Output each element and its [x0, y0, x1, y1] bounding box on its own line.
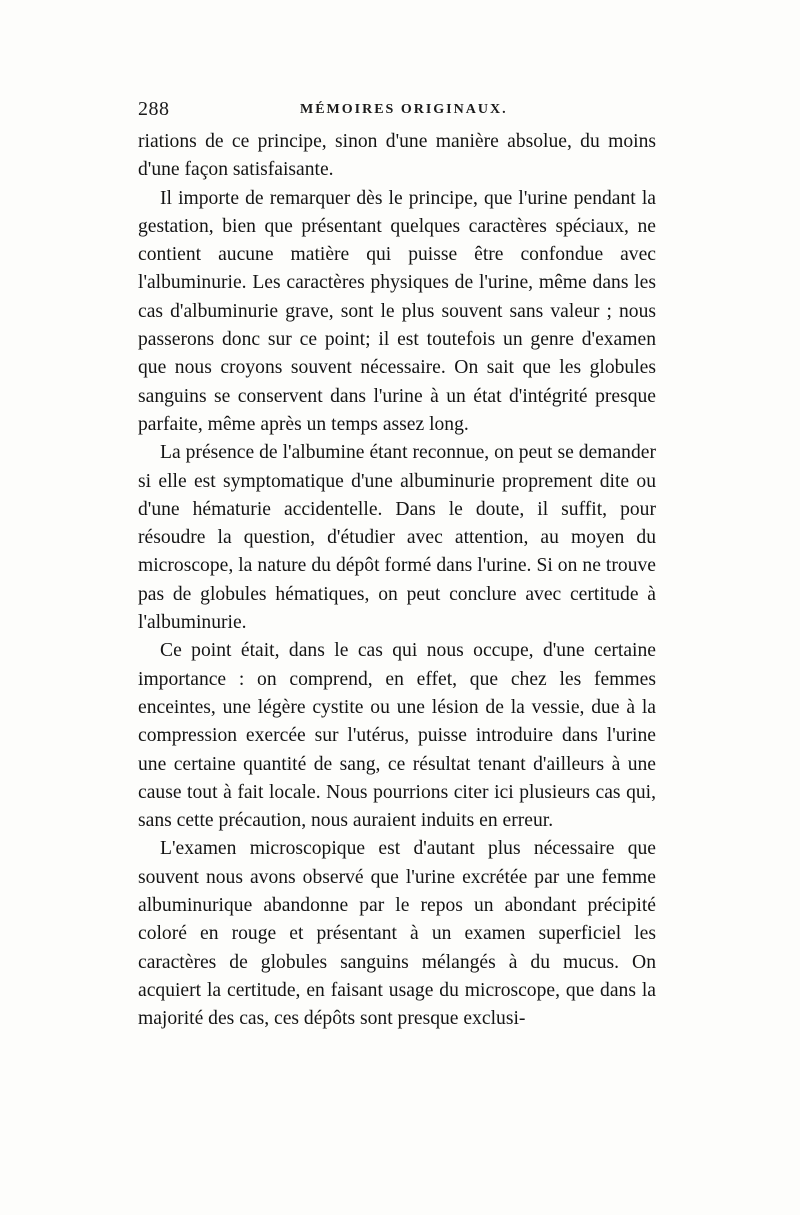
paragraph-importance: Ce point était, dans le cas qui nous occupe, d'une certaine importance : on comprend, en effet, que chez les femmes enceintes, une légère cystite ou une lésion de la vessie, due à la compression exercée sur l'utérus, puisse introduire dans l'urine une certaine quantité de sang, ce résultat tenant d'ailleurs à une cause tout à fait locale. Nous pourrions citer ici plusieurs cas qui, sans cette précaution, nous auraient induits en erreur. — [138, 640, 656, 832]
running-head: MÉMOIRES ORIGINAUX. — [300, 102, 508, 117]
paragraph-albumine-presence: La présence de l'albumine étant reconnue, on peut se demander si elle est symptomatique d'une albuminurie proprement dite ou d'une hématurie accidentelle. Dans le doute, il suffit, pour résoudre la question, d'étudier avec attention, au moyen du microscope, la nature du dépôt formé dans l'urine. Si on ne trouve pas de globules hématiques, on peut conclure avec certitude à l'albuminurie. — [138, 442, 656, 634]
page-header — [138, 98, 658, 122]
paragraph-gestation-urine: Il importe de remarquer dès le principe, que l'urine pendant la gestation, bien que présentant quelques caractères spéciaux, ne contient aucune matière qui puisse être confondue avec l'albuminurie. Les caractères physiques de l'urine, même dans les cas d'albuminurie grave, sont le plus souvent sans valeur ; nous passerons donc sur ce point; il est toutefois un genre d'examen que nous croyons souvent nécessaire. On sait que les globules sanguins se conservent dans l'urine à un état d'intégrité presque parfaite, même après un temps assez long. — [138, 187, 656, 435]
paragraph-continuation: riations de ce principe, sinon d'une manière absolue, du moins d'une façon satisfaisante. — [138, 131, 656, 181]
paragraph-microscopic-exam: L'examen microscopique est d'autant plus nécessaire que souvent nous avons observé que l'urine excrétée par une femme albuminurique abandonne par le repos un abondant précipité coloré en rouge et présentant à un examen superficiel les caractères de globules sanguins mélangés à du mucus. On acquiert la certitude, en faisant usage du microscope, que dans la majorité des cas, ces dépôts sont presque exclusi- — [138, 838, 656, 1030]
page-number: 288 — [138, 98, 170, 120]
body-text — [138, 128, 656, 1034]
